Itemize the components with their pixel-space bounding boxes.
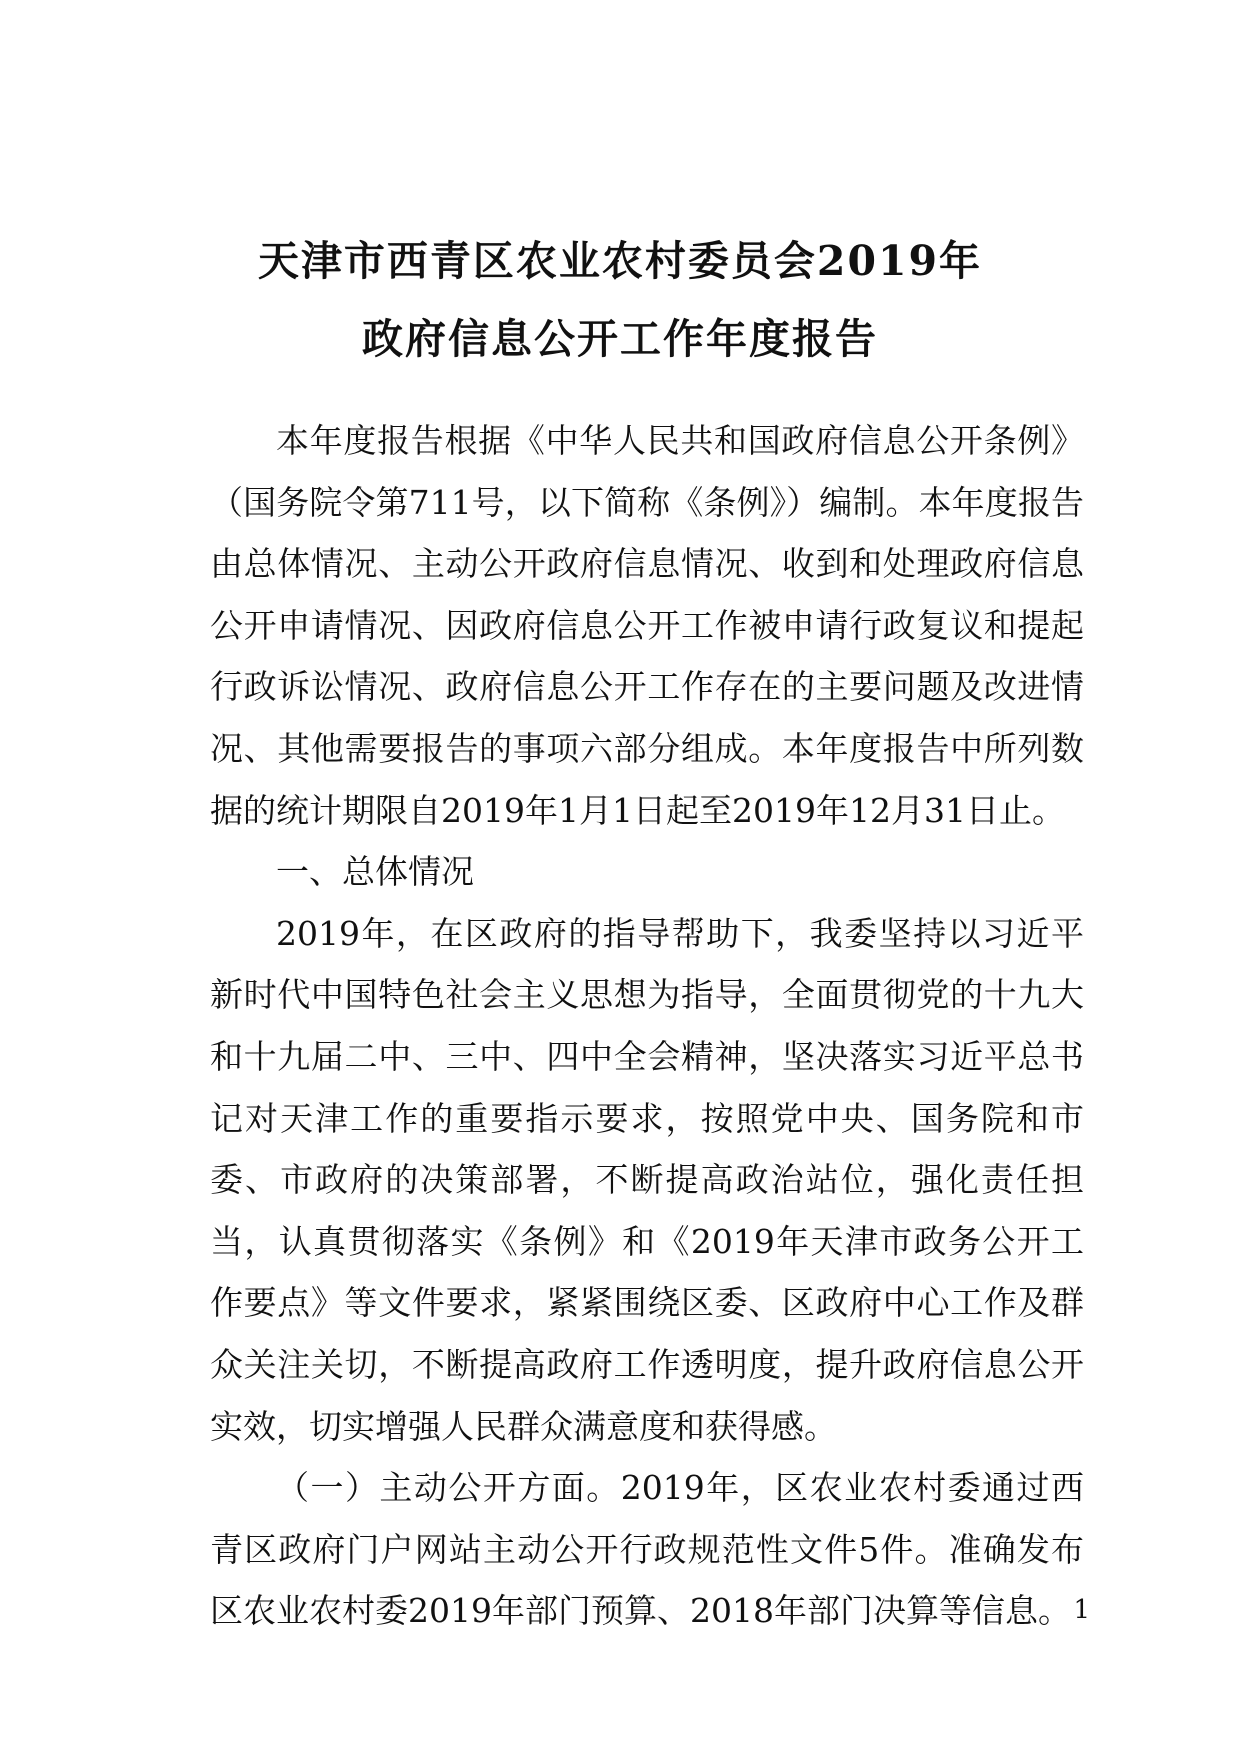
document-body [210, 410, 1084, 1642]
title-line-1: 天津市西青区农业农村委员会2019年 [257, 237, 983, 285]
section-heading-overview: 一、总体情况 [276, 852, 474, 892]
document-title [120, 222, 1120, 378]
proactive-disclosure-paragraph: （一）主动公开方面。2019年，区农业农村委通过西青区政府门户网站主动公开行政规范性文件5件。准确发布区农业农村委2019年部门预算、2018年部门决算等信息。 [210, 1468, 1084, 1631]
intro-paragraph: 本年度报告根据《中华人民共和国政府信息公开条例》（国务院令第711号，以下简称《条例》）编制。本年度报告由总体情况、主动公开政府信息情况、收到和处理政府信息公开申请情况、因政府信息公开工作被申请行政复议和提起行政诉讼情况、政府信息公开工作存在的主要问题及改进情况、其他需要报告的事项六部分组成。本年度报告中所列数据的统计期限自2019年1月1日起至2019年12月31日止。 [210, 421, 1084, 830]
overview-paragraph: 2019年，在区政府的指导帮助下，我委坚持以习近平新时代中国特色社会主义思想为指导，全面贯彻党的十九大和十九届二中、三中、四中全会精神，坚决落实习近平总书记对天津工作的重要指示要求，按照党中央、国务院和市委、市政府的决策部署，不断提高政治站位，强化责任担当，认真贯彻落实《条例》和《2019年天津市政务公开工作要点》等文件要求，紧紧围绕区委、区政府中心工作及群众关注关切，不断提高政府工作透明度，提升政府信息公开实效，切实增强人民群众满意度和获得感。 [210, 913, 1084, 1446]
page-number: 1 [1073, 1595, 1090, 1625]
title-line-2: 政府信息公开工作年度报告 [362, 315, 878, 363]
